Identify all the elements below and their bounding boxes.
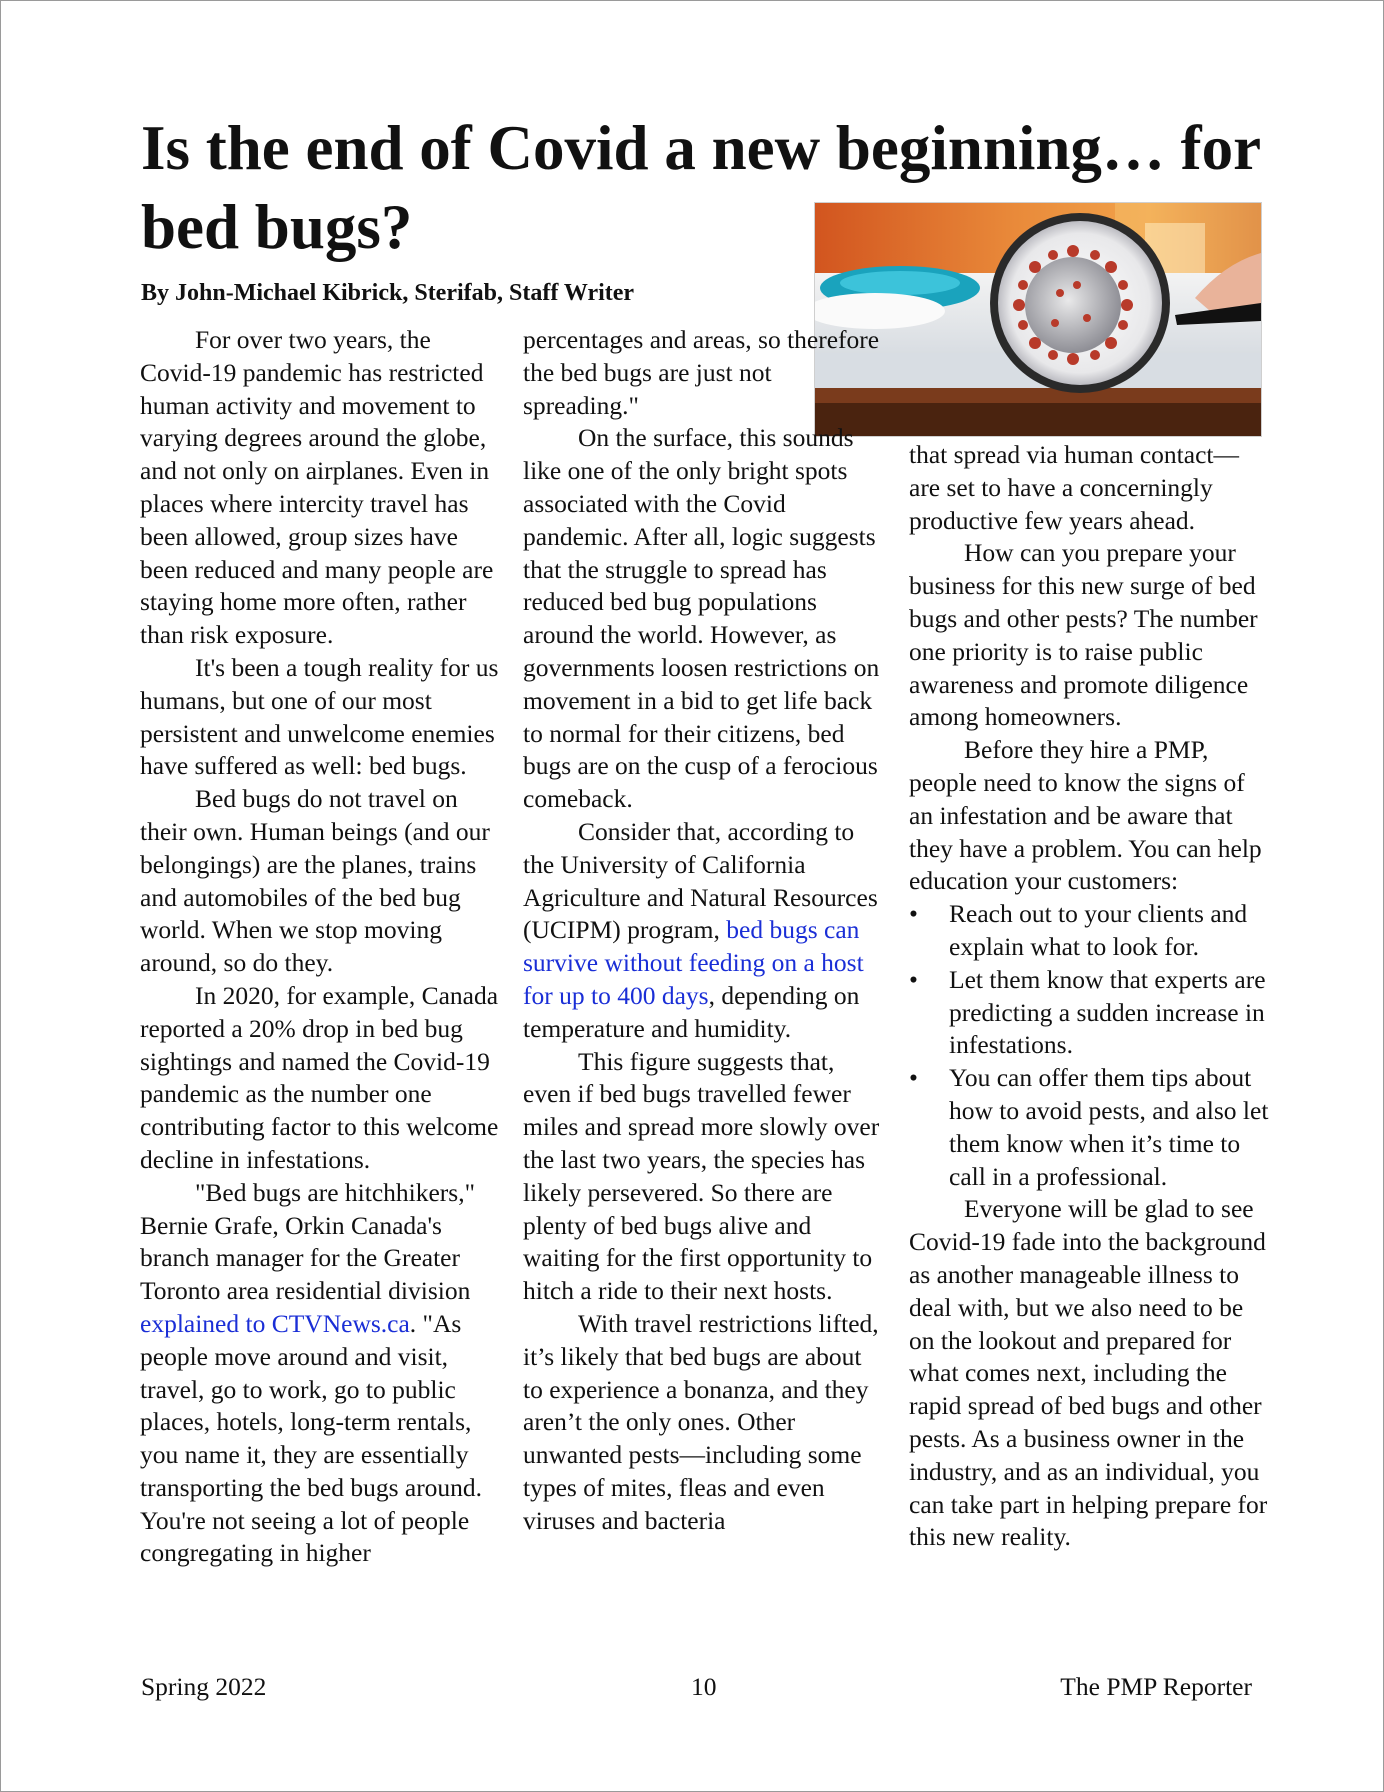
paragraph-text: "Bed bugs are hitchhikers," Bernie Grafe, Orkin Canada's branch manager for the Greater Toronto area residential division <box>140 1177 476 1306</box>
article-title: Is the end of Covid a new beginning… for bed bugs? <box>141 113 1260 262</box>
paragraph-text: . "As people move around and visit, travel, go to work, go to public places, hotels, long-term rentals, you name it, they are essentially transporting the bed bugs around. You're not seeing a lot of people congregating in higher <box>140 1308 483 1568</box>
paragraph: Everyone will be glad to see Covid-19 fade into the background as another manageable illness to deal with, but we also need to be on the lookout and prepared for what comes next, including the rapid spread of bed bugs and other pests. As a business owner in the industry, and as an individual, you can take part in helping prepare for this new reality. <box>909 1194 1268 1552</box>
bullet-icon: • <box>909 964 918 994</box>
list-item <box>909 1062 1269 1193</box>
article-byline: By John-Michael Kibrick, Sterifab, Staff Writer <box>141 280 635 306</box>
list-item <box>909 898 1269 964</box>
bullet-icon: • <box>909 1063 918 1093</box>
list-item <box>909 964 1269 1062</box>
paragraph: percentages and areas, so therefore the bed bugs are just not spreading." <box>523 325 880 420</box>
column-1 <box>140 324 500 1570</box>
tips-list <box>909 898 1269 1193</box>
footer-page-number: 10 <box>691 1672 717 1701</box>
footer-issue: Spring 2022 <box>141 1672 267 1701</box>
footer-publication: The PMP Reporter <box>1060 1672 1252 1701</box>
list-item-text: Let them know that experts are predicting a sudden increase in infestations. <box>949 964 1266 1060</box>
paragraph <box>523 816 883 1046</box>
paragraph-text: , depending on temperature and humidity. <box>523 980 860 1043</box>
paragraph: Bed bugs do not travel on their own. Human beings (and our belongings) are the planes, trains and automobiles of the bed bug world. When we stop moving around, so do they. <box>140 784 490 978</box>
paragraph: For over two years, the Covid-19 pandemic has restricted human activity and movement to varying degrees around the globe, and not only on airplanes. Even in places where intercity travel has been allowed, group sizes have been reduced and many people are staying home more often, rather than risk exposure. <box>140 325 494 650</box>
paragraph-text: Consider that, according to the University of California Agriculture and Natural Resources (UCIPM) program, <box>523 816 878 945</box>
column-3 <box>909 439 1269 1554</box>
paragraph: With travel restrictions lifted, it’s likely that bed bugs are about to experience a bonanza, and they aren’t the only ones. Other unwanted pests—including some types of mites, fleas and even viruses and bacteria <box>523 1308 879 1535</box>
paragraph <box>140 1177 500 1571</box>
column-2 <box>523 324 883 1537</box>
ucipm-link[interactable]: bed bugs can survive without feeding on a host for up to 400 days <box>523 915 864 1010</box>
paragraph: In 2020, for example, Canada reported a 20% drop in bed bug sightings and named the Covid-19 pandemic as the number one contributing factor to this welcome decline in infestations. <box>140 980 499 1174</box>
bullet-icon: • <box>909 899 918 929</box>
paragraph: It's been a tough reality for us humans, but one of our most persistent and unwelcome enemies have suffered as well: bed bugs. <box>140 652 499 781</box>
paragraph: that spread via human contact—are set to have a concerningly productive few years ahead. <box>909 440 1239 535</box>
ctvnews-link[interactable]: explained to CTVNews.ca <box>140 1308 410 1338</box>
list-item-text: You can offer them tips about how to avoid pests, and also let them know when it’s time to call in a professional. <box>949 1063 1269 1191</box>
paragraph: How can you prepare your business for this new surge of bed bugs and other pests? The number one priority is to raise public awareness and promote diligence among homeowners. <box>909 538 1258 732</box>
paragraph: Before they hire a PMP, people need to know the signs of an infestation and be aware that they have a problem. You can help education your customers: <box>909 735 1262 896</box>
list-item-text: Reach out to your clients and explain what to look for. <box>949 899 1248 961</box>
paragraph: This figure suggests that, even if bed bugs travelled fewer miles and spread more slowly over the last two years, the species has likely persevered. So there are plenty of bed bugs alive and waiting for the first opportunity to hitch a ride to their next hosts. <box>523 1046 880 1306</box>
paragraph: On the surface, this sounds like one of the only bright spots associated with the Covid pandemic. After all, logic suggests that the struggle to spread has reduced bed bug populations around the world. However, as governments loosen restrictions on movement in a bid to get life back to normal for their citizens, bed bugs are on the cusp of a ferocious comeback. <box>523 423 880 814</box>
